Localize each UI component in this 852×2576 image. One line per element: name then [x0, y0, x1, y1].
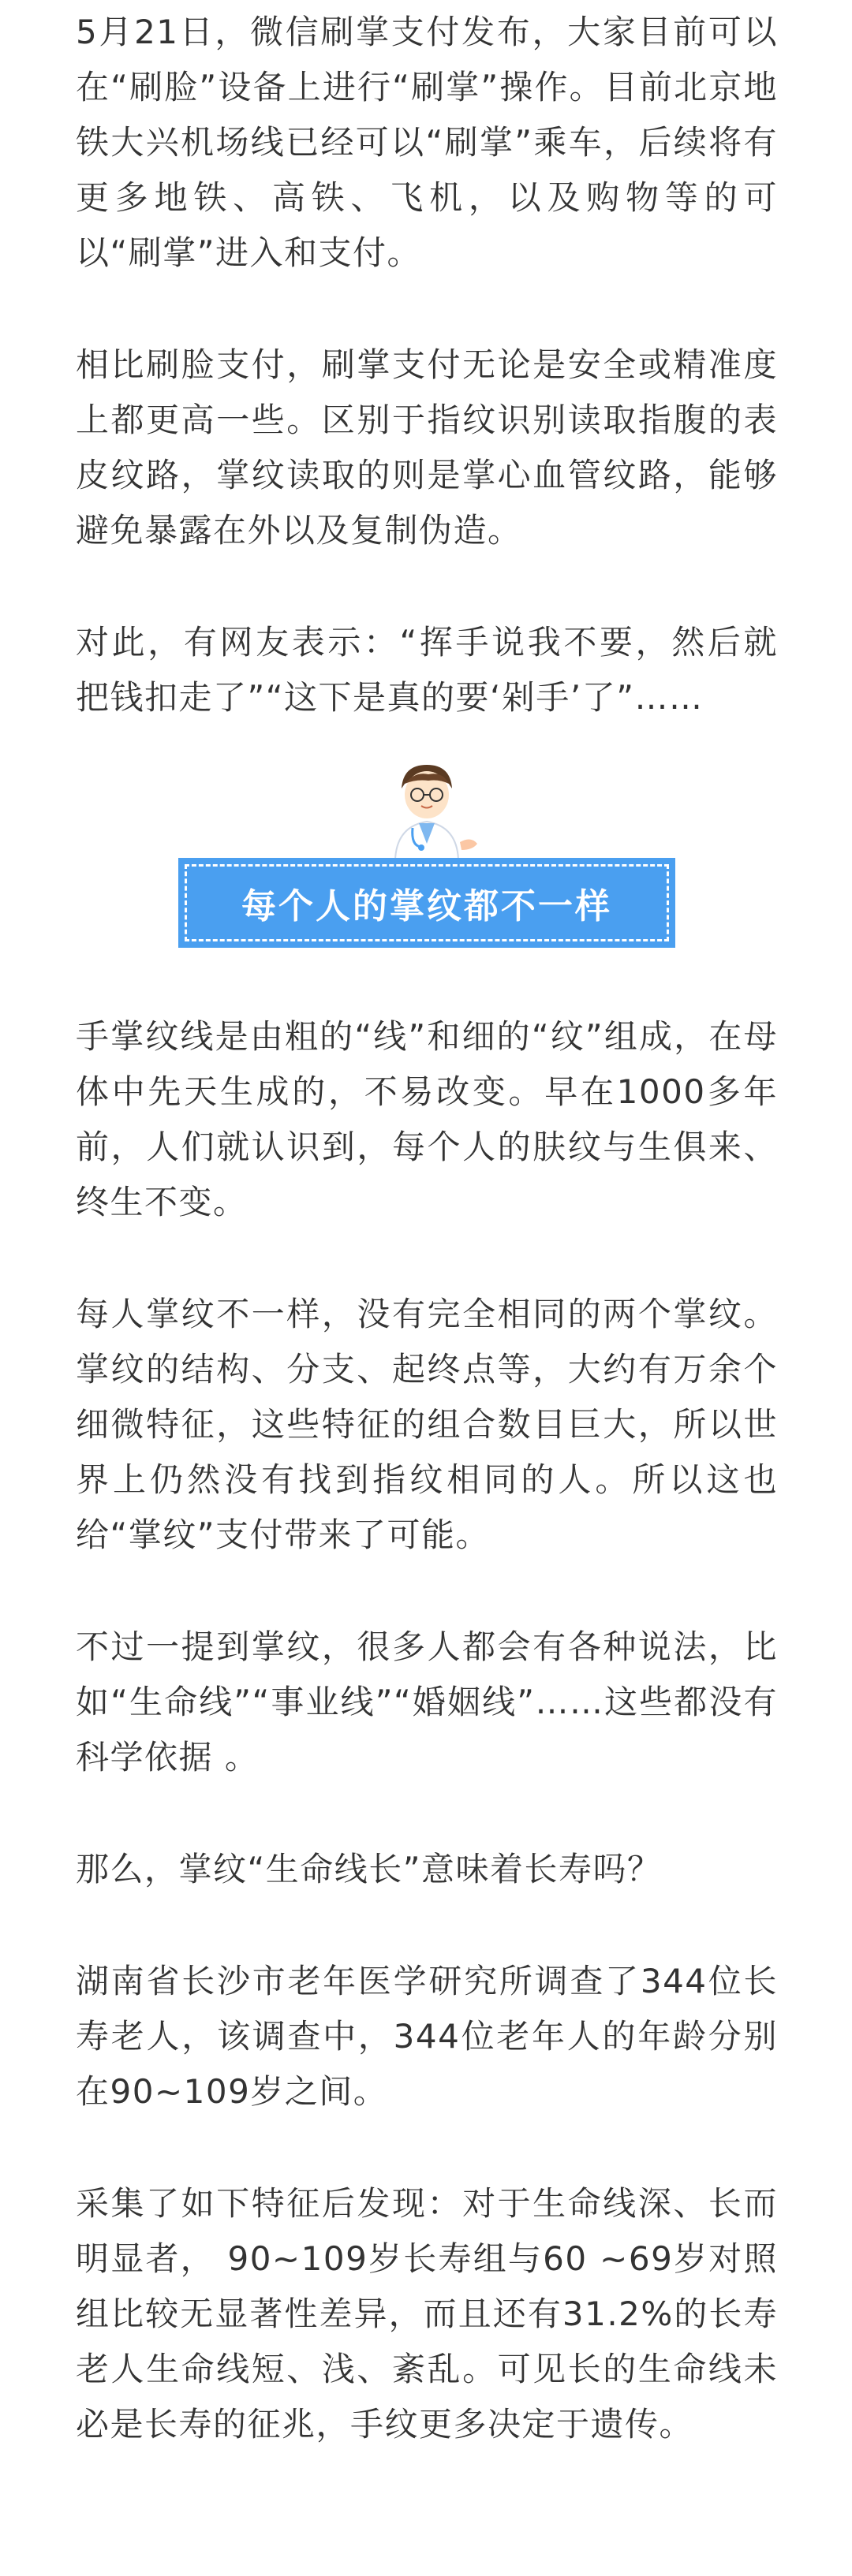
- article-body: [76, 0, 778, 2452]
- paragraph-4: 手掌纹线是由粗的“线”和细的“纹”组成，在母体中先天生成的，不易改变。早在1000多年前，人们就认识到，每个人的肤纹与生俱来、终生不变。: [76, 1017, 778, 1221]
- paragraph-5: 每人掌纹不一样，没有完全相同的两个掌纹。掌纹的结构、分支、起终点等，大约有万余个细微特征，这些特征的组合数目巨大，所以世界上仍然没有找到指纹相同的人。所以这也给“掌纹”支付带来了可能。: [76, 1295, 778, 1554]
- paragraph-7: 那么，掌纹“生命线长”意味着长寿吗？: [76, 1850, 662, 1888]
- paragraph-9: 采集了如下特征后发现：对于生命线深、长而明显者， 90~109岁长寿组与60 ~69岁对照组比较无显著性差异，而且还有31.2%的长寿老人生命线短、浅、紊乱。可见长的生命线未必是长寿的征兆，手纹更多决定于遗传。: [76, 2184, 778, 2444]
- paragraph-6: 不过一提到掌纹，很多人都会有各种说法，比如“生命线”“事业线”“婚姻线”……这些都没有科学依据 。: [76, 1627, 778, 1776]
- section-title-box: [178, 858, 675, 948]
- section-title-border: [185, 864, 669, 941]
- paragraph-2: 相比刷脸支付，刷掌支付无论是安全或精准度上都更高一些。区别于指纹识别读取指腹的表皮纹路，掌纹读取的则是掌心血管纹路，能够避免暴露在外以及复制伪造。: [76, 345, 778, 550]
- section-header: [76, 757, 778, 993]
- section-title: 每个人的掌纹都不一样: [241, 886, 612, 926]
- paragraph-8: 湖南省长沙市老年医学研究所调查了344位长寿老人，该调查中，344位老年人的年龄分别在90~109岁之间。: [76, 1962, 778, 2111]
- paragraph-1: 5月21日，微信刷掌支付发布，大家目前可以在“刷脸”设备上进行“刷掌”操作。目前北京地铁大兴机场线已经可以“刷掌”乘车，后续将有更多地铁、高铁、飞机，以及购物等的可以“刷掌”进入和支付。: [76, 13, 778, 272]
- doctor-illustration-icon: [372, 757, 482, 859]
- paragraph-3: 对此，有网友表示：“挥手说我不要，然后就把钱扣走了”“这下是真的要‘剁手’了”……: [76, 623, 778, 717]
